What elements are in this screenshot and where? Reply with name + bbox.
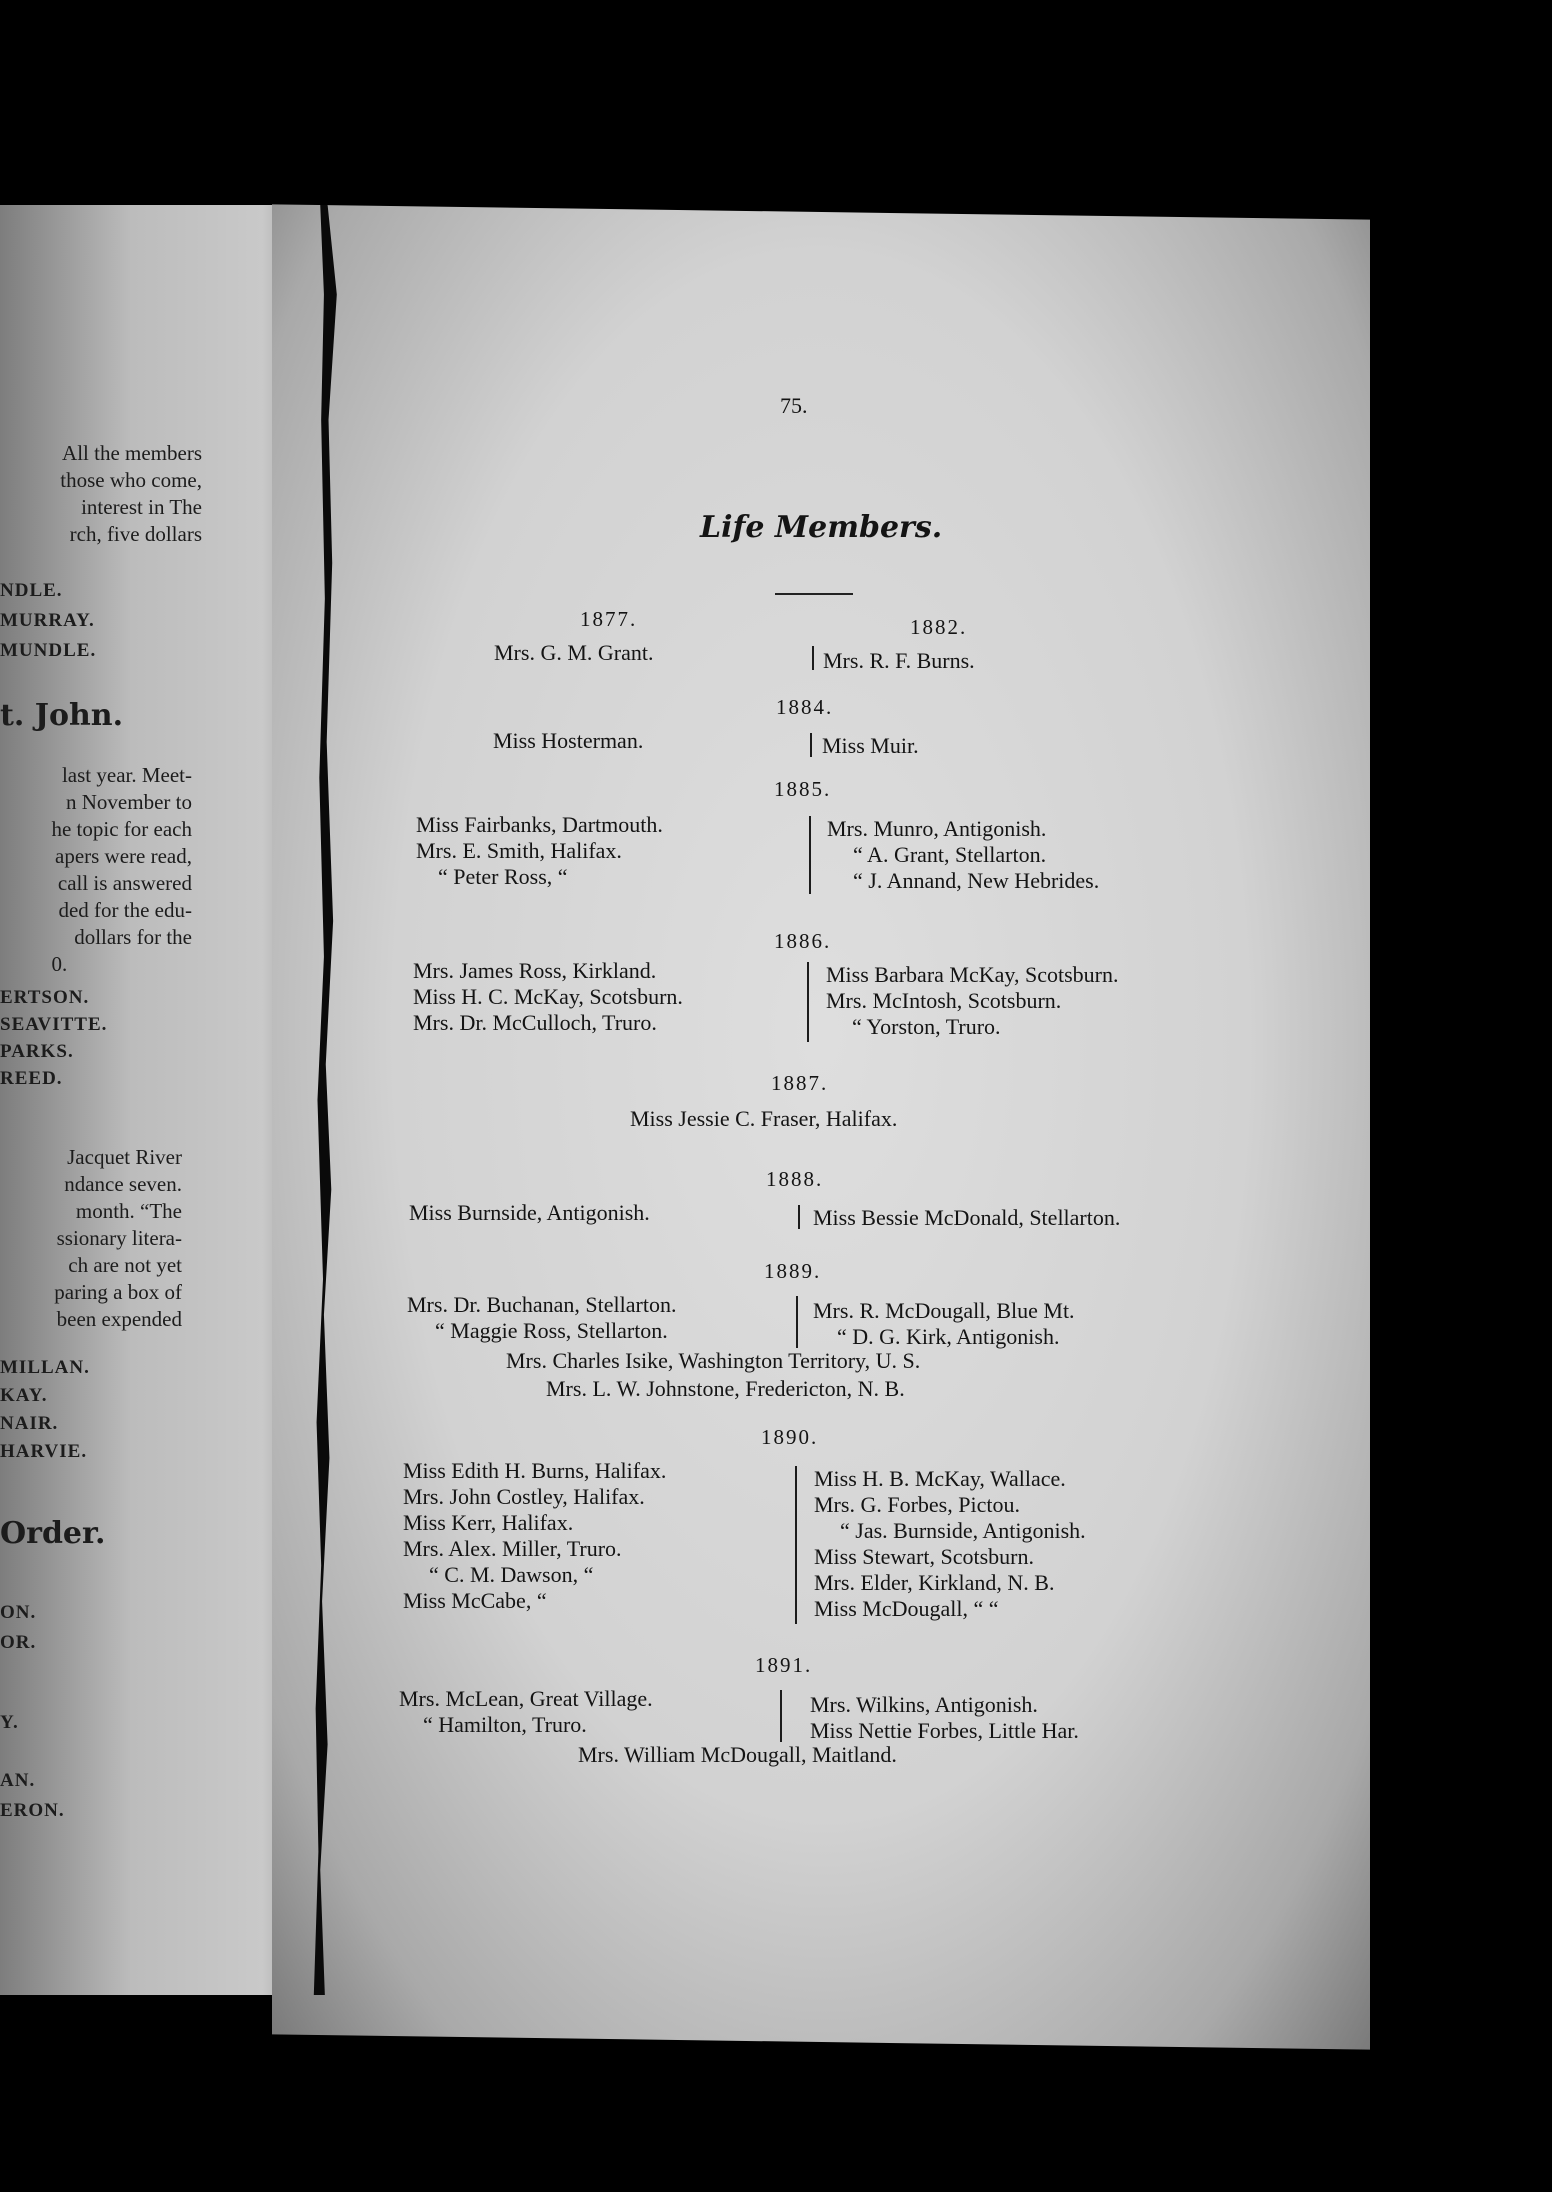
member-entry: “ Maggie Ross, Stellarton. [435,1318,668,1343]
left-gap [0,1738,65,1766]
member-entry: “ Peter Ross, “ [438,864,568,889]
left-name: MUNDLE. [0,640,97,661]
member-entry: Miss McCabe, “ [403,1588,547,1613]
member-entry: Miss Jessie C. Fraser, Halifax. [630,1106,898,1131]
left-names-3 [0,1354,90,1466]
member-entry: Miss Stewart, Scotsburn. [814,1544,1034,1569]
member-entry: Mrs. Munro, Antigonish. [827,816,1047,841]
member-entry: Mrs. R. McDougall, Blue Mt. [813,1298,1075,1323]
left-names-1 [0,576,96,666]
left-line: rch, five dollars [69,522,202,546]
left-names-4 [0,1598,65,1826]
member-entry: Miss Hosterman. [493,728,644,753]
members-1889-right [813,1298,1075,1350]
left-line: All the members [62,441,202,465]
left-line: paring a box of [54,1280,182,1304]
member-entry: Miss Fairbanks, Dartmouth. [416,812,663,837]
member-entry: Mrs. G. Forbes, Pictou. [814,1492,1020,1517]
member-entry: Miss H. C. McKay, Scotsburn. [413,984,683,1009]
left-line: month. “The [75,1199,182,1223]
member-entry: Miss Muir. [822,733,919,758]
left-name: SEAVITTE. [0,1014,108,1035]
left-gap [0,1658,65,1708]
left-name: REED. [0,1068,63,1089]
member-entry: Miss Burnside, Antigonish. [409,1200,650,1225]
left-name: ON. [0,1602,37,1623]
left-text-block-1 [60,440,202,548]
member-entry: Mrs. R. F. Burns. [823,648,975,673]
left-name: OR. [0,1632,37,1653]
column-divider [798,1205,800,1229]
member-entry: Miss Edith H. Burns, Halifax. [403,1458,667,1483]
left-name: MILLAN. [0,1357,90,1378]
left-text-block-2 [51,762,192,978]
left-line: ndance seven. [64,1172,182,1196]
column-divider [809,816,811,894]
left-line: interest in The [81,495,202,519]
member-entry: “ Jas. Burnside, Antigonish. [840,1518,1086,1543]
members-1890-left [403,1458,666,1614]
member-entry: Mrs. L. W. Johnstone, Fredericton, N. B. [546,1376,905,1401]
left-line: those who come, [60,468,202,492]
left-heading-2: Order. [0,1516,106,1551]
left-text-block-3 [54,1144,182,1333]
left-name: AN. [0,1770,36,1791]
member-entry: Mrs. Charles Isike, Washington Territory, U. S. [506,1348,921,1373]
left-name: PARKS. [0,1041,74,1062]
left-line: dollars for the [74,925,192,949]
members-1886-right [826,962,1118,1040]
member-entry: “ J. Annand, New Hebrides. [853,868,1100,893]
member-entry: Miss Barbara McKay, Scotsburn. [826,962,1119,987]
left-line: call is answered [57,871,192,895]
title-rule [775,593,853,595]
left-line: ssionary litera- [56,1226,182,1250]
member-entry: Miss Nettie Forbes, Little Har. [810,1718,1079,1743]
members-1891-left [399,1686,653,1738]
left-name: ERTSON. [0,987,90,1008]
left-name: ERON. [0,1800,65,1821]
column-divider [812,646,814,670]
left-line: Jacquet River [67,1145,182,1169]
page-title: Life Members. [700,510,943,545]
member-entry: Miss Bessie McDonald, Stellarton. [813,1205,1121,1230]
member-entry: Mrs. Alex. Miller, Truro. [403,1536,622,1561]
members-1890-right [814,1466,1086,1622]
column-divider [795,1466,797,1624]
year-1885: 1885. [774,777,832,801]
left-name: NAIR. [0,1413,59,1434]
year-1886: 1886. [774,929,832,953]
year-1888: 1888. [766,1167,824,1191]
column-divider [810,733,812,757]
member-entry: “ D. G. Kirk, Antigonish. [837,1324,1060,1349]
left-names-2 [0,984,107,1092]
left-line: been expended [56,1307,182,1331]
left-name: Y. [0,1712,19,1733]
column-divider [780,1690,782,1742]
left-name: HARVIE. [0,1441,88,1462]
member-entry: Mrs. John Costley, Halifax. [403,1484,645,1509]
member-entry: Mrs. Elder, Kirkland, N. B. [814,1570,1055,1595]
members-1886-left [413,958,683,1036]
left-name: KAY. [0,1385,48,1406]
left-line: n November to [66,790,192,814]
left-heading-1: t. John. [0,698,124,733]
member-entry: Mrs. G. M. Grant. [494,640,654,665]
year-1889: 1889. [764,1259,822,1283]
left-name: NDLE. [0,580,63,601]
left-line: last year. Meet- [61,763,192,787]
left-line: he topic for each [51,817,192,841]
year-1884: 1884. [776,695,834,719]
member-entry: Mrs. McLean, Great Village. [399,1686,653,1711]
year-1877: 1877. [580,607,638,631]
year-1887: 1887. [771,1071,829,1095]
left-line: 0. [51,952,68,976]
left-line: ch are not yet [68,1253,182,1277]
left-line: ded for the edu- [58,898,192,922]
member-entry: Mrs. McIntosh, Scotsburn. [826,988,1062,1013]
members-1891-right [810,1692,1079,1744]
member-entry: “ Yorston, Truro. [852,1014,1001,1039]
members-1885-left [416,812,663,890]
member-entry: Mrs. William McDougall, Maitland. [578,1742,897,1767]
member-entry: Miss Kerr, Halifax. [403,1510,574,1535]
member-entry: “ Hamilton, Truro. [423,1712,587,1737]
page-number: 75. [780,393,808,418]
year-1890: 1890. [761,1425,819,1449]
members-1885-right [827,816,1099,894]
left-line: apers were read, [55,844,192,868]
column-divider [796,1296,798,1348]
member-entry: Mrs. James Ross, Kirkland. [413,958,657,983]
year-1882: 1882. [910,615,968,639]
member-entry: Mrs. Wilkins, Antigonish. [810,1692,1038,1717]
members-1889-left [407,1292,676,1344]
member-entry: Miss H. B. McKay, Wallace. [814,1466,1066,1491]
member-entry: “ A. Grant, Stellarton. [853,842,1047,867]
member-entry: Mrs. E. Smith, Halifax. [416,838,622,863]
member-entry: Mrs. Dr. Buchanan, Stellarton. [407,1292,677,1317]
member-entry: “ C. M. Dawson, “ [429,1562,594,1587]
member-entry: Miss McDougall, “ “ [814,1596,999,1621]
year-1891: 1891. [755,1653,813,1677]
column-divider [807,962,809,1042]
member-entry: Mrs. Dr. McCulloch, Truro. [413,1010,657,1035]
left-name: MURRAY. [0,610,95,631]
